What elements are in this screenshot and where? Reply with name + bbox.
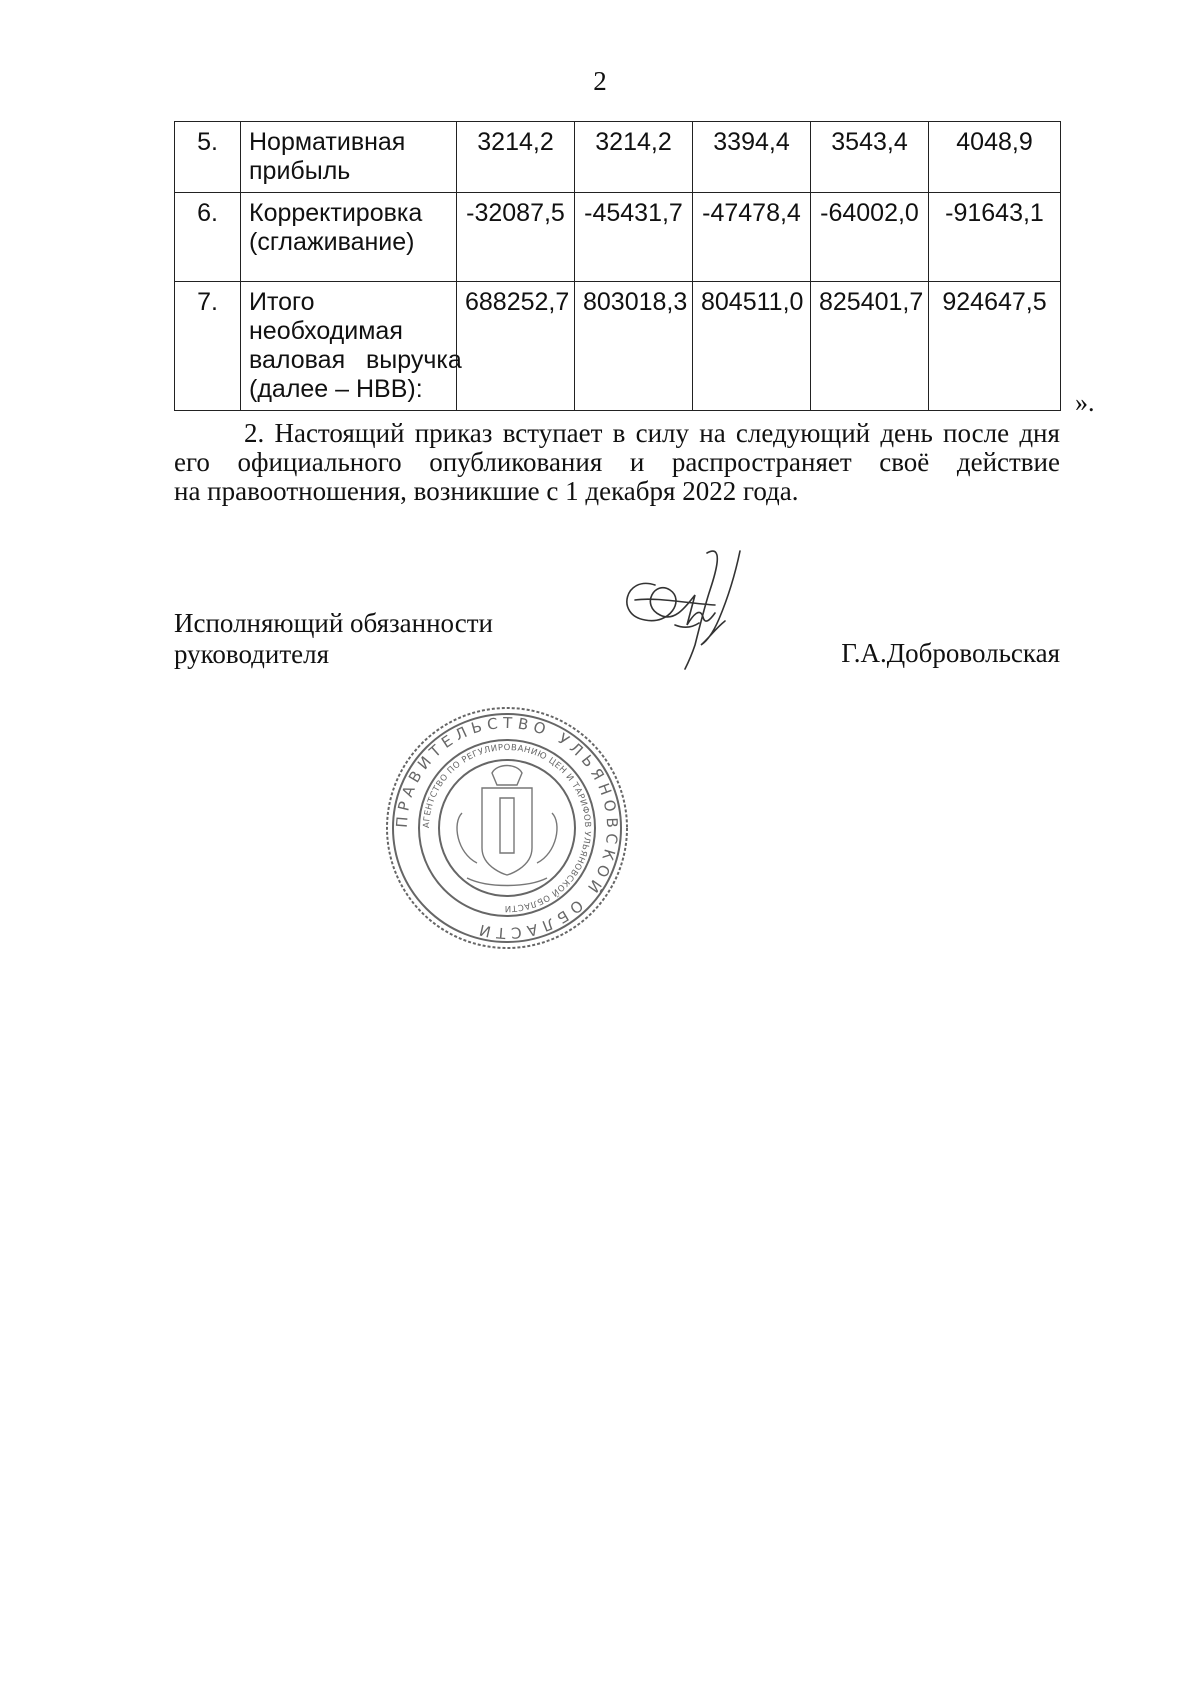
tariff-table — [174, 121, 1061, 411]
row-label — [241, 193, 457, 282]
svg-text:АГЕНТСТВО ПО РЕГУЛИРОВАНИЮ ЦЕН: АГЕНТСТВО ПО РЕГУЛИРОВАНИЮ ЦЕН И ТАРИФОВ УЛЬЯНОВСКОЙ ОБЛАСТИ — [421, 742, 593, 914]
clause-paragraph — [174, 419, 1060, 506]
table-cell: 924647,5 — [929, 282, 1061, 411]
table-cell: -47478,4 — [693, 193, 811, 282]
table-cell: 3214,2 — [457, 122, 575, 193]
table-cell: -91643,1 — [929, 193, 1061, 282]
row-number: 7. — [175, 282, 241, 411]
paragraph-word: официального — [237, 447, 402, 477]
paragraph-word: и — [629, 447, 645, 477]
table-cell: 688252,7 — [457, 282, 575, 411]
paragraph-word: действие — [956, 447, 1060, 477]
row-number: 6. — [175, 193, 241, 282]
official-seal — [382, 703, 632, 958]
paragraph-word: его — [174, 447, 210, 477]
row-label-line: Нормативная — [249, 128, 406, 156]
row-label — [241, 282, 462, 411]
table-cell: 3394,4 — [693, 122, 811, 193]
paragraph-line — [174, 448, 1060, 477]
table-row — [175, 193, 1061, 282]
handwritten-signature — [615, 545, 805, 675]
row-label-line: валовая выручка — [249, 346, 462, 374]
paragraph-word: опубликования — [429, 447, 603, 477]
paragraph-word: на — [699, 418, 726, 448]
table-row — [175, 282, 1061, 411]
row-number: 5. — [175, 122, 241, 193]
table-cell: 3543,4 — [811, 122, 929, 193]
row-label-line: необходимая — [249, 317, 403, 345]
paragraph-word: день — [880, 418, 933, 448]
table-cell: -64002,0 — [811, 193, 929, 282]
signatory-title-line: Исполняющий обязанности — [174, 608, 493, 638]
table-cell: 3214,2 — [575, 122, 693, 193]
signatory-name: Г.А.Добровольская — [841, 638, 1060, 668]
closing-quote: ». — [1075, 388, 1095, 417]
paragraph-word: в — [612, 418, 626, 448]
paragraph-word: своё — [879, 447, 930, 477]
paragraph-word: дня — [1019, 418, 1060, 448]
row-label-line: Корректировка — [249, 199, 423, 227]
paragraph-word: Настоящий — [274, 418, 405, 448]
table-row — [175, 122, 1061, 193]
row-label-line: (сглаживание) — [249, 228, 415, 256]
row-label-line: (далее – НВВ): — [249, 375, 423, 403]
row-label-line: Итого — [249, 288, 315, 316]
table-cell: 825401,7 — [811, 282, 929, 411]
table-cell: 804511,0 — [693, 282, 811, 411]
table-cell: -45431,7 — [575, 193, 693, 282]
paragraph-word: вступает — [502, 418, 603, 448]
table-cell: 4048,9 — [929, 122, 1061, 193]
signatory-title-line: руководителя — [174, 639, 330, 669]
row-label-line: прибыль — [249, 157, 351, 185]
table-cell: -32087,5 — [457, 193, 575, 282]
signatory-title — [174, 608, 493, 670]
paragraph-word: 2. — [244, 418, 265, 448]
page-number: 2 — [593, 66, 607, 96]
table-cell: 803018,3 — [575, 282, 693, 411]
paragraph-word: силу — [635, 418, 690, 448]
paragraph-word: приказ — [414, 418, 493, 448]
paragraph-line — [174, 419, 1060, 448]
paragraph-line: на правоотношения, возникшие с 1 декабря 2022 года. — [174, 476, 799, 506]
paragraph-word: распространяет — [671, 447, 852, 477]
svg-text:ПРАВИТЕЛЬСТВО УЛЬЯНОВСКОЙ ОБЛА: ПРАВИТЕЛЬСТВО УЛЬЯНОВСКОЙ ОБЛАСТИ — [392, 713, 622, 943]
row-label — [241, 122, 457, 193]
paragraph-word: следующий — [735, 418, 871, 448]
paragraph-word: после — [943, 418, 1010, 448]
